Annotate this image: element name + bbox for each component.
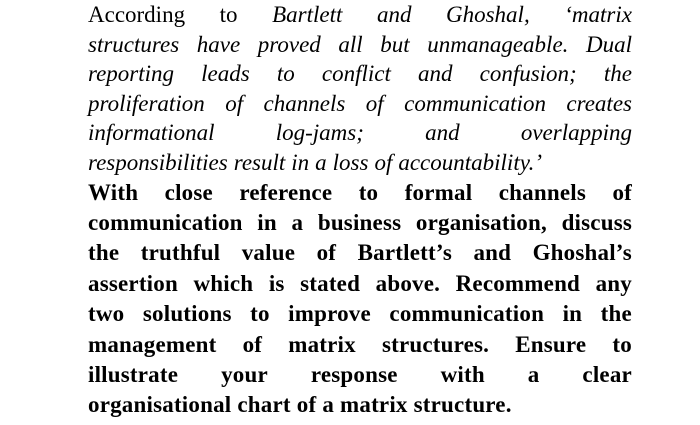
- text-word: all: [338, 31, 363, 57]
- text-word: to: [219, 2, 238, 27]
- text-word: assertion: [88, 270, 178, 296]
- text-word: a: [291, 209, 304, 235]
- question-line: [88, 269, 632, 299]
- text-word: of: [374, 149, 393, 175]
- text-word: Ensure: [515, 331, 587, 357]
- text-word: loss: [332, 149, 369, 175]
- text-word: any: [595, 270, 632, 296]
- text-word: conflict: [321, 61, 391, 87]
- text-word: value: [241, 240, 296, 266]
- text-word: of: [225, 90, 244, 116]
- text-word: and: [417, 61, 453, 87]
- text-word: Bartlett: [272, 2, 343, 27]
- text-word: and: [376, 2, 412, 27]
- text-word: overlapping: [520, 120, 632, 146]
- text-word: the: [600, 301, 632, 327]
- text-word: proved: [257, 31, 321, 57]
- text-word: truthful: [140, 240, 221, 266]
- text-word: close: [164, 179, 213, 205]
- question-line: [88, 178, 632, 208]
- text-word: in: [257, 209, 277, 235]
- quote-line: [88, 30, 632, 60]
- text-word: of: [365, 90, 384, 116]
- text-word: channels: [498, 179, 586, 205]
- text-word: structures.: [381, 331, 490, 357]
- text-word: and: [473, 240, 512, 266]
- text-word: matrix: [340, 392, 408, 418]
- text-word: Ghoshal’s: [532, 240, 632, 266]
- text-word: reporting: [88, 61, 175, 87]
- text-word: Recommend: [455, 270, 581, 296]
- text-word: to: [250, 301, 270, 327]
- question-line: [88, 330, 632, 360]
- text-word: and: [425, 120, 460, 146]
- question-paragraph: [88, 178, 632, 421]
- text-word: above.: [375, 270, 441, 296]
- quote-line: [88, 89, 632, 119]
- text-word: to: [612, 331, 632, 357]
- text-word: with: [440, 361, 485, 387]
- text-word: With: [88, 179, 139, 205]
- quote-line: [88, 148, 632, 178]
- text-word: discuss: [561, 209, 632, 235]
- text-word: of: [296, 392, 317, 418]
- text-word: is: [268, 270, 285, 296]
- text-word: illustrate: [88, 361, 179, 387]
- quote-line: [88, 118, 632, 148]
- text-word: structure.: [413, 392, 512, 418]
- text-word: a: [322, 392, 335, 418]
- text-word: in: [291, 149, 310, 175]
- text-word: creates: [566, 90, 632, 116]
- quote-line: [88, 0, 632, 30]
- text-word: matrix: [288, 331, 356, 357]
- text-word: chart: [237, 392, 291, 418]
- text-word: improve: [288, 301, 371, 327]
- text-word: proliferation: [88, 90, 205, 116]
- quote-line: [88, 59, 632, 89]
- text-word: but: [380, 31, 410, 57]
- text-word: structures: [88, 31, 180, 57]
- question-line: [88, 238, 632, 268]
- text-word: clear: [582, 361, 632, 387]
- text-word: to: [358, 179, 379, 205]
- text-word: in: [562, 301, 583, 327]
- text-word: organisational: [88, 392, 232, 418]
- text-word: two: [88, 301, 125, 327]
- text-word: business: [317, 209, 402, 235]
- text-word: a: [315, 149, 327, 175]
- text-word: ‘matrix: [564, 2, 632, 27]
- text-word: your: [221, 361, 268, 387]
- text-word: stated: [300, 270, 361, 296]
- text-word: Bartlett’s: [357, 240, 452, 266]
- text-word: organisation,: [415, 209, 547, 235]
- text-word: Ghoshal,: [446, 2, 530, 27]
- text-word: informational: [88, 120, 215, 146]
- text-word: formal: [404, 179, 473, 205]
- question-line: [88, 299, 632, 329]
- text-word: result: [233, 149, 286, 175]
- text-word: have: [196, 31, 241, 57]
- document-body: [88, 0, 632, 421]
- question-line: [88, 390, 632, 420]
- text-word: solutions: [142, 301, 232, 327]
- text-word: unmanageable.: [427, 31, 569, 57]
- text-word: response: [310, 361, 398, 387]
- text-word: reference: [239, 179, 333, 205]
- text-word: which: [193, 270, 254, 296]
- text-word: log-jams;: [275, 120, 364, 146]
- text-word: According: [88, 2, 186, 27]
- text-word: the: [88, 240, 120, 266]
- text-word: the: [603, 61, 632, 87]
- text-word: a: [527, 361, 540, 387]
- text-word: management: [88, 331, 217, 357]
- text-word: channels: [263, 90, 346, 116]
- text-word: of: [612, 179, 632, 205]
- text-word: accountability.’: [398, 149, 543, 175]
- text-word: to: [276, 61, 295, 87]
- text-word: communication: [404, 90, 546, 116]
- question-line: [88, 360, 632, 390]
- text-word: of: [316, 240, 337, 266]
- text-word: of: [242, 331, 263, 357]
- text-word: communication: [389, 301, 545, 327]
- text-word: confusion;: [479, 61, 577, 87]
- text-word: communication: [88, 209, 243, 235]
- text-word: responsibilities: [88, 149, 228, 175]
- question-line: [88, 208, 632, 238]
- text-word: Dual: [586, 31, 632, 57]
- quote-paragraph: [88, 0, 632, 178]
- text-word: leads: [201, 61, 250, 87]
